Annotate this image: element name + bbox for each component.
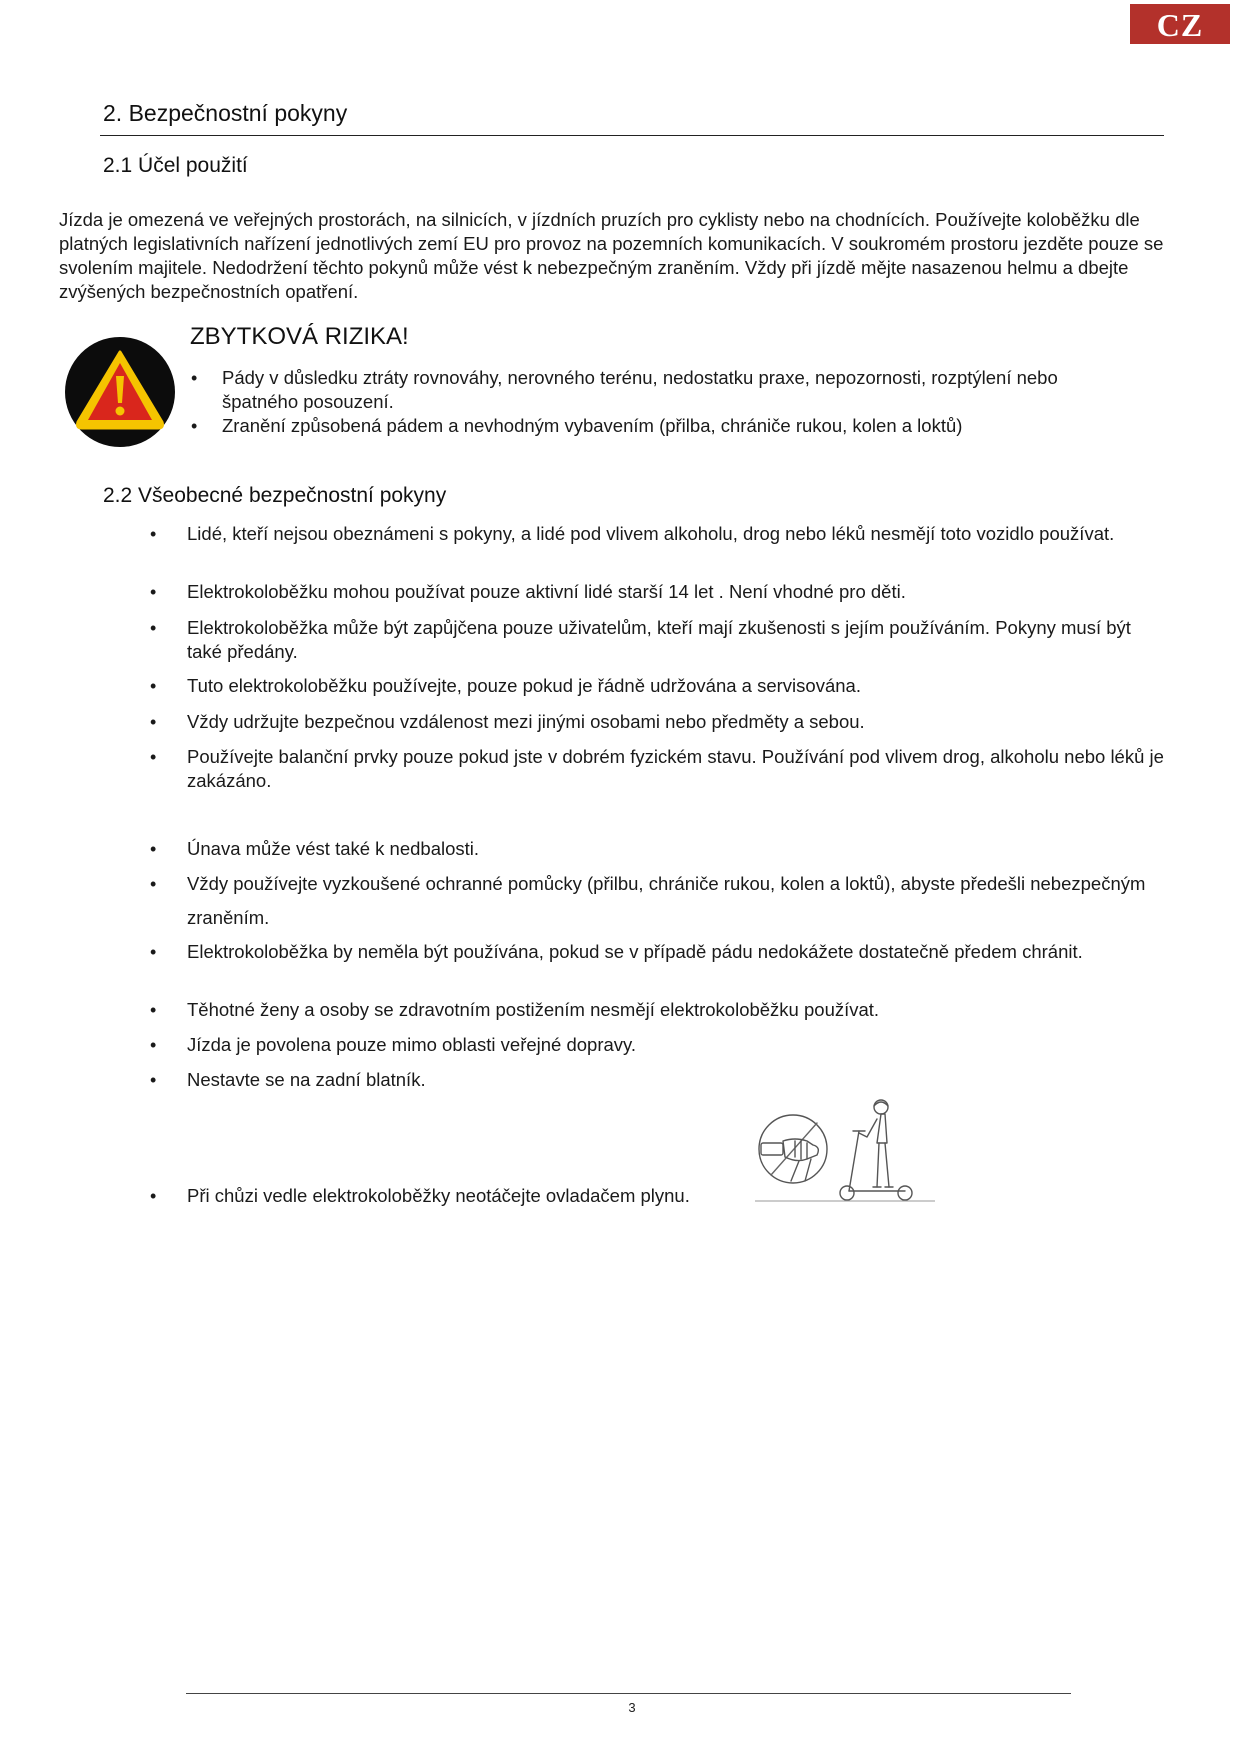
list-item: • Elektrokoloběžka by neměla být používána, pokud se v případě pádu nedokážete dostatečně předem chránit. <box>187 940 1167 964</box>
list-item: • Vždy udržujte bezpečnou vzdálenost mezi jinými osobami nebo předměty a sebou. <box>187 710 1167 734</box>
throttle-walking-illustration <box>755 1097 935 1203</box>
list-item: • Zranění způsobená pádem a nevhodným vybavením (přilba, chrániče rukou, kolen a loktů) <box>190 414 1090 438</box>
list-item: • Elektrokoloběžka může být zapůjčena pouze uživatelům, kteří mají zkušenosti s jejím používáním. Pokyny musí být také předány. <box>187 616 1167 664</box>
list-item: • Únava může vést také k nedbalosti. <box>187 837 1167 861</box>
page-number: 3 <box>628 1700 636 1715</box>
list-item: • Elektrokoloběžku mohou používat pouze aktivní lidé starší 14 let . Není vhodné pro děti. <box>187 580 1167 604</box>
section-divider <box>100 135 1164 136</box>
residual-risks-list <box>190 366 1090 438</box>
list-item: • Lidé, kteří nejsou obeznámeni s pokyny, a lidé pod vlivem alkoholu, drog nebo léků nesmějí toto vozidlo používat. <box>187 522 1167 546</box>
list-item: • Těhotné ženy a osoby se zdravotním postižením nesmějí elektrokoloběžku používat. <box>187 998 1167 1022</box>
residual-risks-title: ZBYTKOVÁ RIZIKA! <box>190 323 409 350</box>
list-item: • Používejte balanční prvky pouze pokud jste v dobrém fyzickém stavu. Používání pod vlivem drog, alkoholu nebo léků je zakázáno. <box>187 745 1167 793</box>
general-safety-heading: 2.2 Všeobecné bezpečnostní pokyny <box>103 484 447 507</box>
list-item: • Vždy používejte vyzkoušené ochranné pomůcky (přilbu, chrániče rukou, kolen a loktů), abyste předešli nebezpečným zraněním. <box>187 867 1167 935</box>
list-item: • Jízda je povolena pouze mimo oblasti veřejné dopravy. <box>187 1033 1167 1057</box>
purpose-paragraph: Jízda je omezená ve veřejných prostorách, na silnicích, v jízdních pruzích pro cyklisty nebo na chodnících. Používejte koloběžku dle platných legislativních nařízení jednotlivých zemí EU pro provoz na pozemních komunikacích. V soukromém prostoru jezděte pouze se svolením majitele. Nedodržení těchto pokynů může vést k nebezpečným zraněním. Vždy při jízdě mějte nasazenou helmu a dbejte zvýšených bezpečnostních opatření. <box>59 209 1164 302</box>
purpose-heading: 2.1 Účel použití <box>103 154 248 177</box>
warning-icon <box>64 336 176 448</box>
section-title: 2. Bezpečnostní pokyny <box>103 100 348 126</box>
footer-divider <box>186 1693 1071 1694</box>
list-item: • Pády v důsledku ztráty rovnováhy, nerovného terénu, nedostatku praxe, nepozornosti, rozptýlení nebo špatného posouzení. <box>190 366 1090 414</box>
list-item: • Při chůzi vedle elektrokoloběžky neotáčejte ovladačem plynu. <box>187 1184 1167 1208</box>
language-badge: CZ <box>1130 4 1230 44</box>
list-item: • Tuto elektrokoloběžku používejte, pouze pokud je řádně udržována a servisována. <box>187 674 1167 698</box>
list-item: • Nestavte se na zadní blatník. <box>187 1068 1167 1092</box>
